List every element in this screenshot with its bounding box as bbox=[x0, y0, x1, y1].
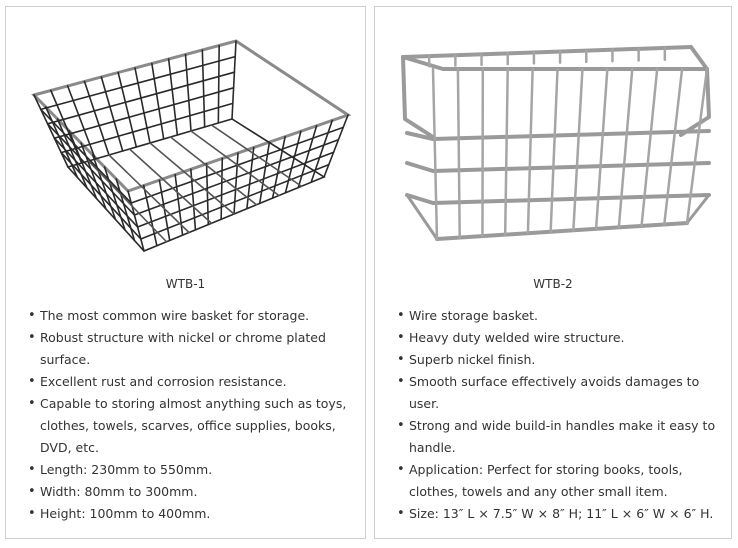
product-caption: WTB-2 bbox=[533, 277, 573, 291]
feature-item: • Application: Perfect for storing books, tools, clothes, towels and any other small item. bbox=[409, 459, 721, 503]
wire-basket-image bbox=[6, 7, 365, 269]
wire-basket-handles-image bbox=[375, 7, 731, 269]
feature-item: • Heavy duty welded wire structure. bbox=[409, 327, 721, 349]
feature-item: • Robust structure with nickel or chrome plated surface. bbox=[40, 327, 355, 371]
feature-list bbox=[375, 305, 731, 525]
product-image-wtb-2 bbox=[375, 7, 731, 269]
product-image-wtb-1 bbox=[6, 7, 365, 269]
product-card-wtb-1 bbox=[5, 6, 366, 539]
feature-list bbox=[6, 305, 365, 525]
feature-item: • Width: 80mm to 300mm. bbox=[40, 481, 355, 503]
feature-item: • Height: 100mm to 400mm. bbox=[40, 503, 355, 525]
product-caption: WTB-1 bbox=[165, 277, 206, 291]
feature-item: • Size: 13″ L × 7.5″ W × 8″ H; 11″ L × 6″ W × 6″ H. bbox=[409, 503, 721, 525]
feature-item: • Capable to storing almost anything such as toys, clothes, towels, scarves, office supplies, books, DVD, etc. bbox=[40, 393, 355, 459]
feature-item: • Smooth surface effectively avoids damages to user. bbox=[409, 371, 721, 415]
feature-item: • Strong and wide build-in handles make it easy to handle. bbox=[409, 415, 721, 459]
feature-item: • Length: 230mm to 550mm. bbox=[40, 459, 355, 481]
product-card-wtb-2 bbox=[374, 6, 732, 539]
feature-item: • Wire storage basket. bbox=[409, 305, 721, 327]
feature-item: • The most common wire basket for storage. bbox=[40, 305, 355, 327]
feature-item: • Superb nickel finish. bbox=[409, 349, 721, 371]
feature-item: • Excellent rust and corrosion resistance. bbox=[40, 371, 355, 393]
